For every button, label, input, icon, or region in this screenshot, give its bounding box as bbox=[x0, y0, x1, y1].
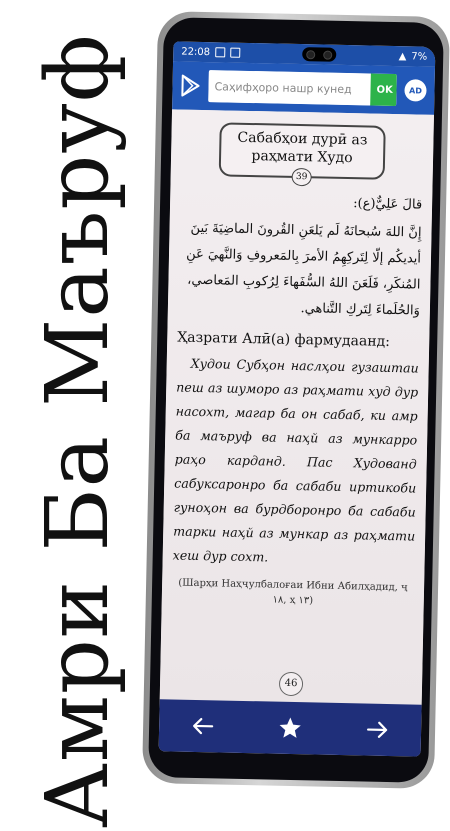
chapter-title-frame bbox=[219, 122, 386, 183]
search-input[interactable] bbox=[208, 70, 371, 105]
phone-frame bbox=[142, 11, 450, 789]
translation-body: Худои Субҳон наслҳои гузаштаи пеш аз шуморо аз раҳмати худ дур насохт, магар ба он сабаб, ки амр ба маъруф ва наҳй аз мункарро раҳо карданд. Пас Худованд сабуксаронро ба сабаби иртикоби гуноҳон ва бурдборонро ба сабаби тарки наҳй аз мункар аз раҳмати хеш дур сохт. bbox=[172, 355, 419, 565]
signal-icon: ▲ bbox=[398, 50, 407, 62]
phone-bezel bbox=[148, 17, 444, 783]
ad-badge[interactable]: AD bbox=[404, 79, 426, 101]
next-page-button[interactable] bbox=[357, 709, 398, 750]
translation-heading: Ҳазрати Алӣ(а) фармудаанд: bbox=[177, 329, 391, 350]
app-bar bbox=[172, 61, 435, 114]
app-screen bbox=[159, 41, 436, 756]
star-icon bbox=[278, 716, 302, 740]
side-title: Амри Ба Маъруф bbox=[28, 33, 128, 829]
battery-text: 7% bbox=[411, 50, 428, 63]
arabic-text: إِنَّ اللهَ سُبحانَهُ لَم يَلعَنِ القُرونَ الماضِيَةَ بَينَ أيديكُم إلّا لِتَركِهِمُ الأمرَ بِالمَعروفِ وَالنَّهيَ عَنِ المُنكَرِ، فَلَعَنَ اللهُ السُّفَهاءَ لِرُكوبِ المَعاصي، وَالحُلَماءَ لِتَركِ التَّناهي. bbox=[185, 220, 422, 319]
search-box bbox=[208, 70, 397, 106]
arabic-intro: قالَ عَلِيٌّ(ع): bbox=[353, 196, 423, 213]
chapter-title: Сабабҳои дурӣ аз раҳмати Худо bbox=[237, 129, 368, 167]
image-icon bbox=[230, 48, 240, 58]
arrow-left-icon bbox=[192, 717, 214, 735]
status-time: 22:08 bbox=[181, 46, 211, 58]
title-page-number: 39 bbox=[291, 168, 311, 186]
favorite-button[interactable] bbox=[270, 708, 311, 749]
page-number: 46 bbox=[279, 672, 303, 696]
play-store-icon[interactable] bbox=[180, 75, 200, 97]
book-page bbox=[160, 109, 434, 704]
notification-icon bbox=[215, 47, 225, 57]
bottom-navigation bbox=[159, 699, 422, 756]
camera-cutout bbox=[302, 47, 336, 62]
previous-page-button[interactable] bbox=[182, 706, 223, 747]
ok-button[interactable]: OK bbox=[370, 73, 397, 106]
source-citation: (Шарҳи Наҳҷулбалоғаи Ибни Абилҳадид, ҷ ۱۸, ҳ ۱۳) bbox=[178, 577, 409, 607]
arrow-right-icon bbox=[366, 721, 388, 739]
